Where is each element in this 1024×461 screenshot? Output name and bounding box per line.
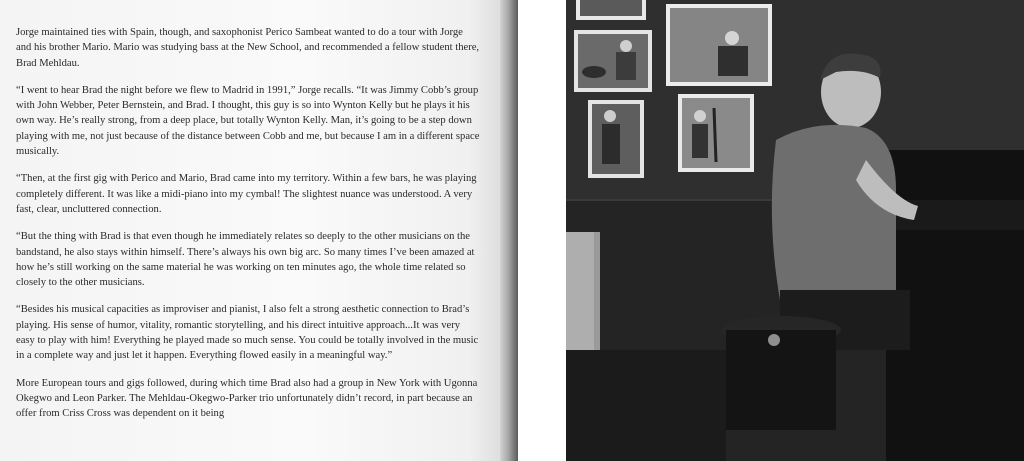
left-page [0,0,510,461]
framed-photo-drummer [576,0,646,20]
book-gutter [500,0,518,461]
photo-page [566,0,1024,461]
pianist-photo [566,0,1024,461]
framed-photo-pianist [666,4,772,86]
paragraph-6: More European tours and gigs followed, during which time Brad also had a group in New York with Ugonna Okegwo and Leon Parker. The Mehldau-Okegwo-Parker trio unfortunately didn’t record, in part because an offer from Criss Cross was dependent on it being [16,377,478,420]
paragraph-2: “I went to hear Brad the night before we flew to Madrid in 1991,” Jorge recalls. “It was Jimmy Cobb’s group with John Webber, Peter Bernstein, and Brad. I thought, this guy is so into Wynton Kelly but he plays it his own way. He’s really strong, from a deep place, but totally Wynton Kelly. Man, it’s going to be a step down playing with me, not just because of the distance between Cobb and me, but because I am in a different space musically. [16,84,480,158]
paragraph-3: “Then, at the first gig with Perico and Mario, Brad came into my territory. Within a few bars, he was playing completely different. It was like a midi-piano into my cymbal! The slightest nuance was understood. A very fast, clear, uncluttered connection. [16,173,477,215]
framed-photo-saxophonist [574,30,652,92]
paragraph-5: “Besides his musical capacities as improviser and pianist, I also felt a strong aesthetic connection to Brad’s playing. His sense of humor, vitality, romantic storytelling, and his direct intuitive approach...It was very easy to play with him! Everything he played made so much sense. You could be totally involved in the music in a complete way and just let it happen. Everything flowed easily in a meaningful way.” [16,304,479,362]
framed-photo-singer [588,100,644,178]
paragraph-4: “But the thing with Brad is that even though he immediately relates so deeply to the other musicians on the bandstand, he also stays within himself. There’s always his own big arc. So many times I’ve been amazed at how he’s still working on the same material he was working on ten minutes ago, the whole time related so closely to the other musicians. [16,231,475,289]
framed-photo-bassist [678,94,754,172]
paragraph-1: Jorge maintained ties with Spain, though, and saxophonist Perico Sambeat wanted to do a tour with Jorge and his brother Mario. Mario was studying bass at the New School, and recommended a fellow student there, Brad Mehldau. [16,27,480,69]
